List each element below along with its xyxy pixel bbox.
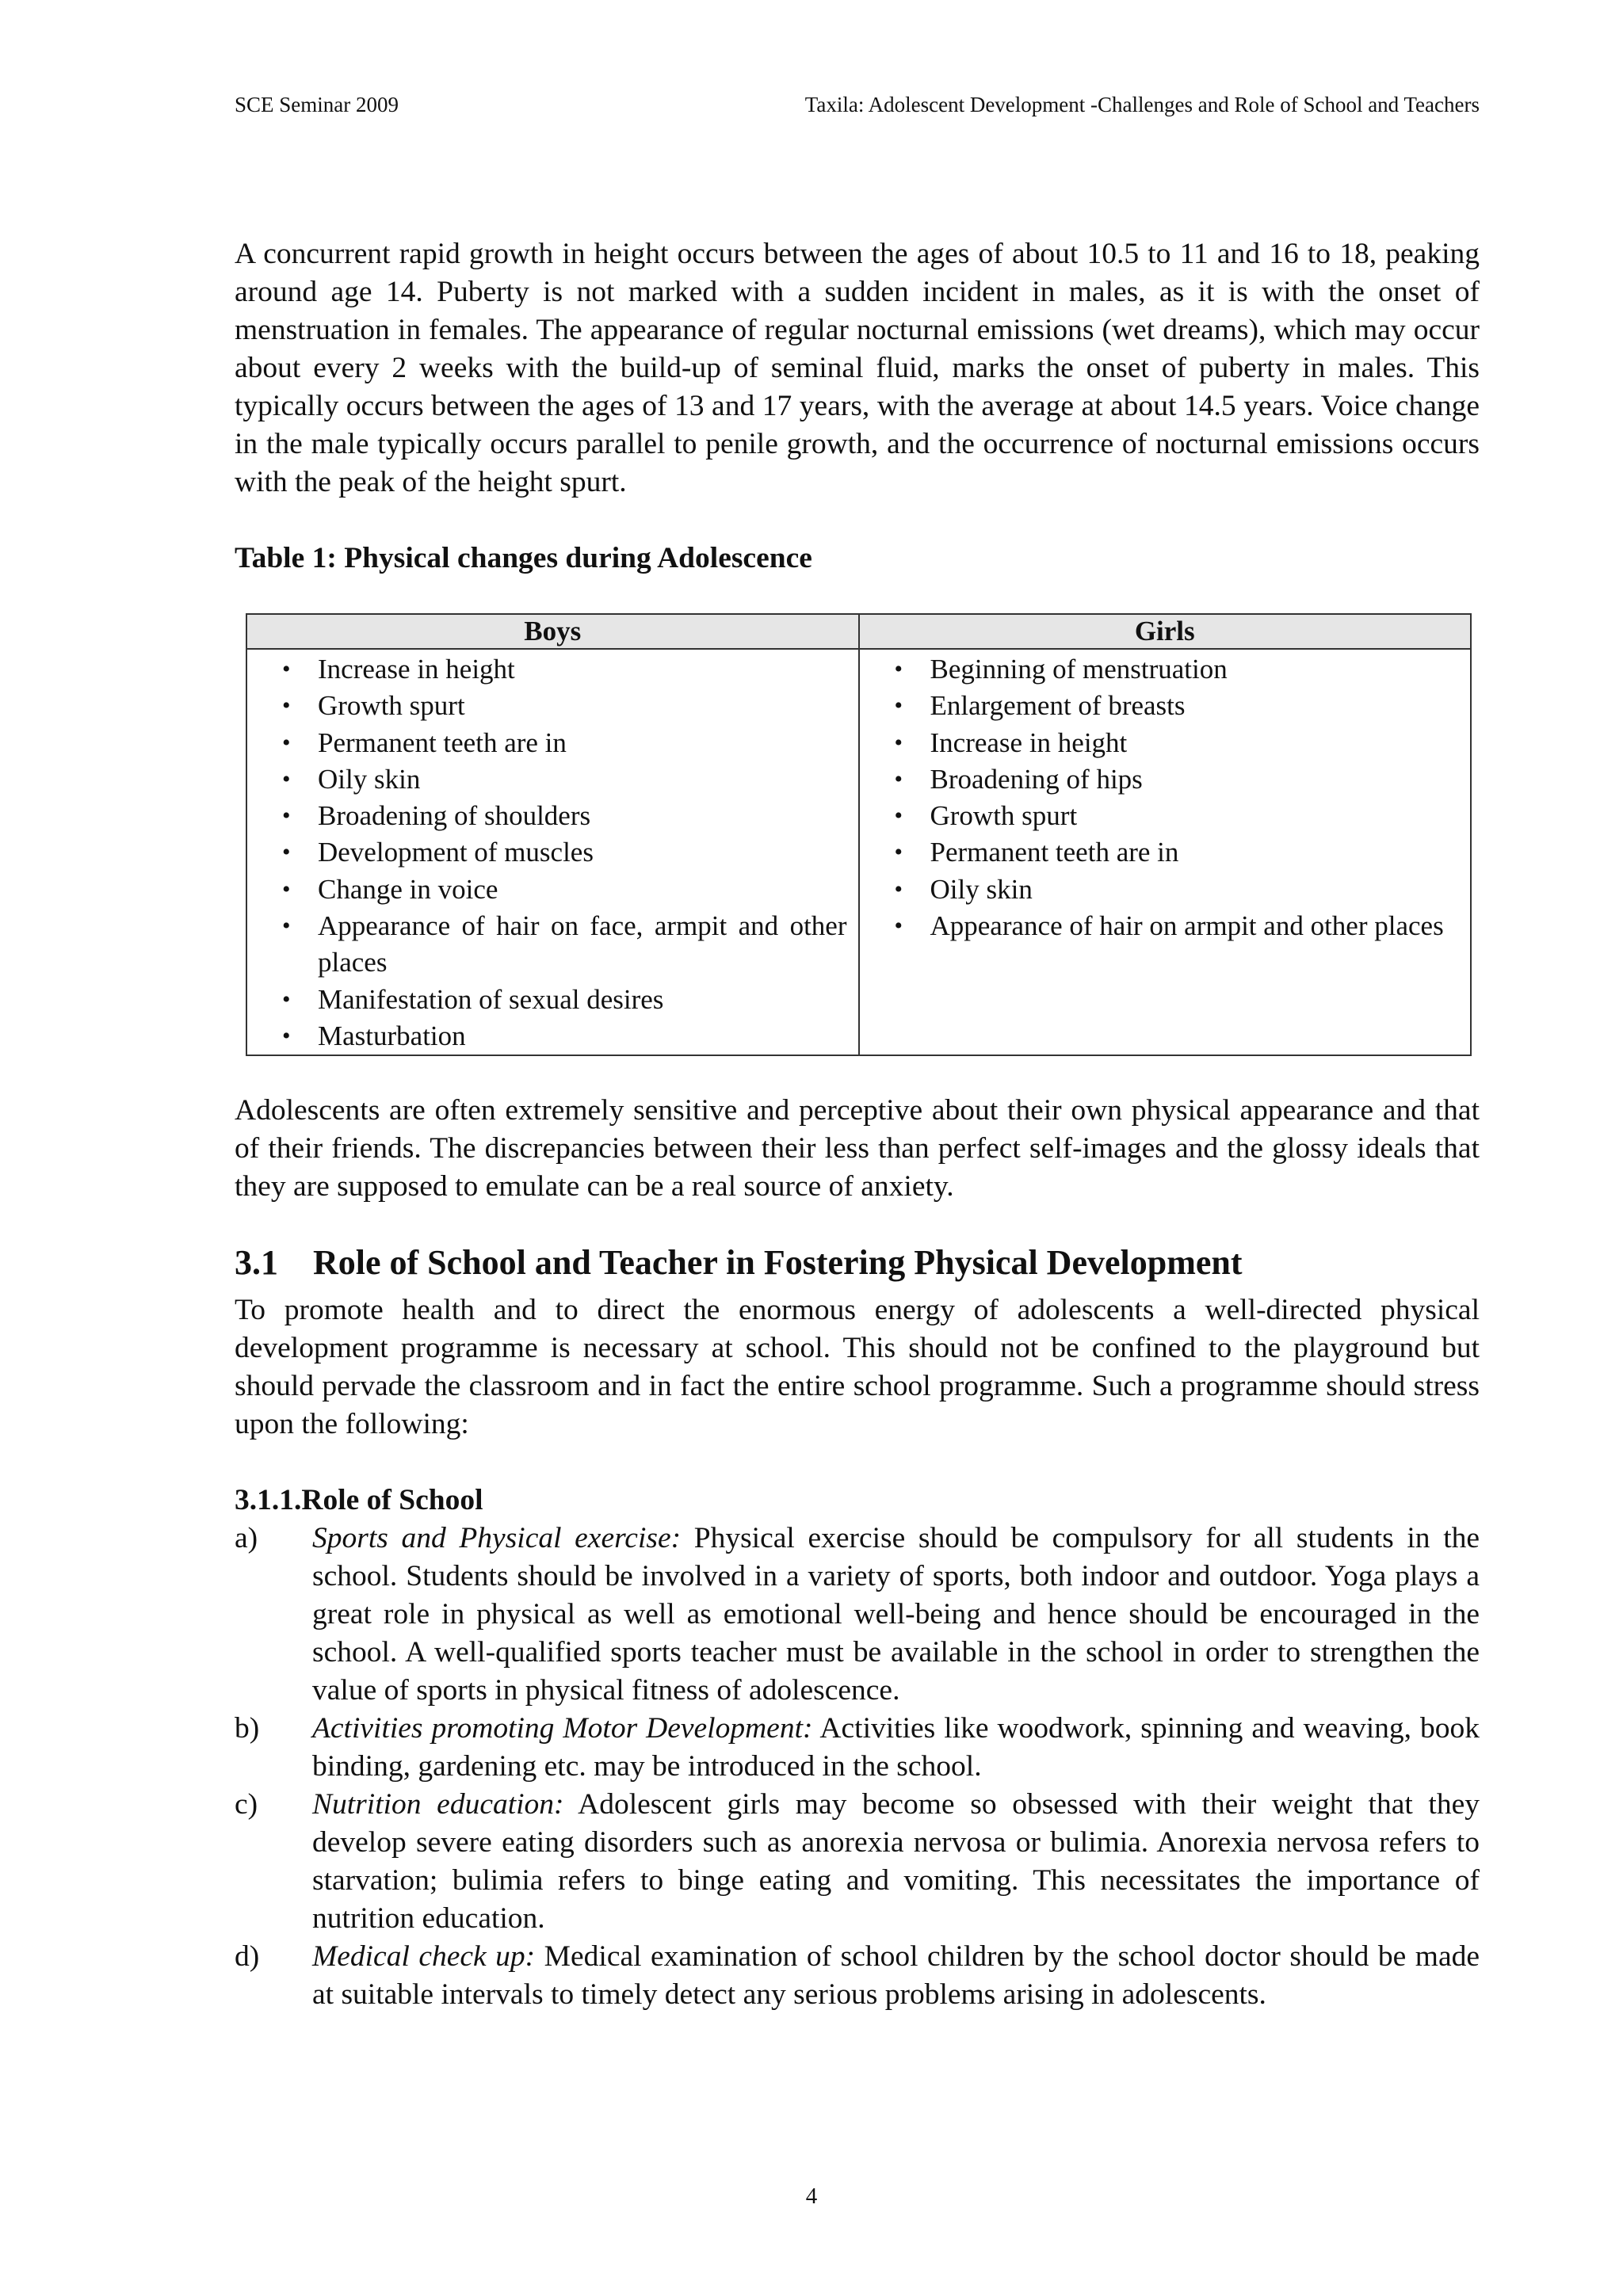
list-item: • Development of muscles — [258, 834, 847, 871]
section-title: Role of School and Teacher in Fostering Physical Development — [313, 1243, 1243, 1282]
running-header — [235, 93, 1480, 124]
role-term: Activities promoting Motor Development: — [312, 1712, 813, 1745]
list-item — [235, 1938, 1480, 2014]
list-item: • Oily skin — [258, 761, 847, 798]
list-item: • Growth spurt — [871, 798, 1460, 834]
list-item: • Beginning of menstruation — [871, 651, 1460, 688]
header-title: Taxila: Adolescent Development -Challenges and Role of School and Teachers — [804, 93, 1480, 116]
list-item: • Broadening of hips — [871, 761, 1460, 798]
girls-list — [871, 651, 1460, 944]
list-item: • Broadening of shoulders — [258, 798, 847, 834]
paragraph-programme: To promote health and to direct the enormous energy of adolescents a well-directed physical development programme is necessary at school. This should not be confined to the playground but should pervade the classroom and in fact the entire school programme. Such a programme should stress upon the following: — [235, 1294, 1480, 1440]
table-caption: Table 1: Physical changes during Adolescence — [235, 542, 812, 574]
list-item: • Masturbation — [258, 1018, 847, 1055]
list-item: • Increase in height — [258, 651, 847, 688]
role-text: Medical examination of school children by the school doctor should be made at suitable intervals to timely detect any serious problems arising in adolescents. — [312, 1940, 1480, 2011]
physical-changes-table — [246, 613, 1472, 1056]
list-marker: c) — [235, 1788, 258, 1821]
role-of-school-list — [235, 1520, 1480, 2014]
header-seminar: SCE Seminar 2009 — [235, 93, 399, 116]
role-term: Medical check up: — [312, 1940, 536, 1973]
list-item: • Manifestation of sexual desires — [258, 982, 847, 1018]
list-item — [235, 1786, 1480, 1938]
list-item — [235, 1710, 1480, 1786]
page-number: 4 — [805, 2183, 818, 2209]
role-term: Nutrition education: — [312, 1788, 564, 1821]
list-item: • Appearance of hair on armpit and other places — [871, 908, 1460, 944]
list-item: • Enlargement of breasts — [871, 688, 1460, 724]
list-marker: b) — [235, 1712, 260, 1745]
paragraph-appearance: Adolescents are often extremely sensitive and perceptive about their own physical appearance and that of their friends. The discrepancies between their less than perfect self-images and the glossy ideals that they are supposed to emulate can be a real source of anxiety. — [235, 1094, 1480, 1203]
list-item — [235, 1520, 1480, 1710]
table-header-girls: Girls — [859, 614, 1472, 649]
list-marker: d) — [235, 1940, 260, 1973]
list-item: • Permanent teeth are in — [871, 834, 1460, 871]
section-heading — [235, 1241, 1243, 1285]
list-item: • Appearance of hair on face, armpit and other places — [258, 908, 847, 982]
role-term: Sports and Physical exercise: — [312, 1522, 682, 1554]
table-header-boys: Boys — [246, 614, 859, 649]
role-text: Adolescent girls may become so obsessed with their weight that they develop severe eating disorders such as anorexia nervosa or bulimia. Anorexia nervosa refers to starvation; bulimia refers to binge eating and vomiting. This necessitates the importance of nutrition education. — [312, 1788, 1480, 1935]
subsection-title: Role of School — [301, 1484, 483, 1516]
paragraph-growth: A concurrent rapid growth in height occurs between the ages of about 10.5 to 11 and 16 to 18, peaking around age 14. Puberty is not marked with a sudden incident in males, as it is with the onset of menstruation in females. The appearance of regular nocturnal emissions (wet dreams), which may occur about every 2 weeks with the build-up of seminal fluid, marks the onset of puberty in males. This typically occurs between the ages of 13 and 17 years, with the average at about 14.5 years. Voice change in the male typically occurs parallel to penile growth, and the occurrence of nocturnal emissions occurs with the peak of the height spurt. — [235, 238, 1480, 498]
boys-list — [258, 651, 847, 1055]
girls-cell — [859, 649, 1472, 1055]
list-item: • Increase in height — [871, 725, 1460, 761]
subsection-number: 3.1.1. — [235, 1484, 302, 1516]
list-item: • Growth spurt — [258, 688, 847, 724]
list-item: • Oily skin — [871, 871, 1460, 908]
boys-cell — [246, 649, 859, 1055]
subsection-heading — [235, 1482, 483, 1520]
role-text: Physical exercise should be compulsory for all students in the school. Students should be involved in a variety of sports, both indoor and outdoor. Yoga plays a great role in physical as well as emotional well-being and hence should be encouraged in the school. A well-qualified sports teacher must be available in the school in order to strengthen the value of sports in physical fitness of adolescence. — [312, 1522, 1480, 1707]
role-text: Activities like woodwork, spinning and weaving, book binding, gardening etc. may be introduced in the school. — [312, 1712, 1480, 1783]
section-number: 3.1 — [235, 1243, 278, 1282]
list-item: • Change in voice — [258, 871, 847, 908]
list-marker: a) — [235, 1522, 258, 1554]
list-item: • Permanent teeth are in — [258, 725, 847, 761]
